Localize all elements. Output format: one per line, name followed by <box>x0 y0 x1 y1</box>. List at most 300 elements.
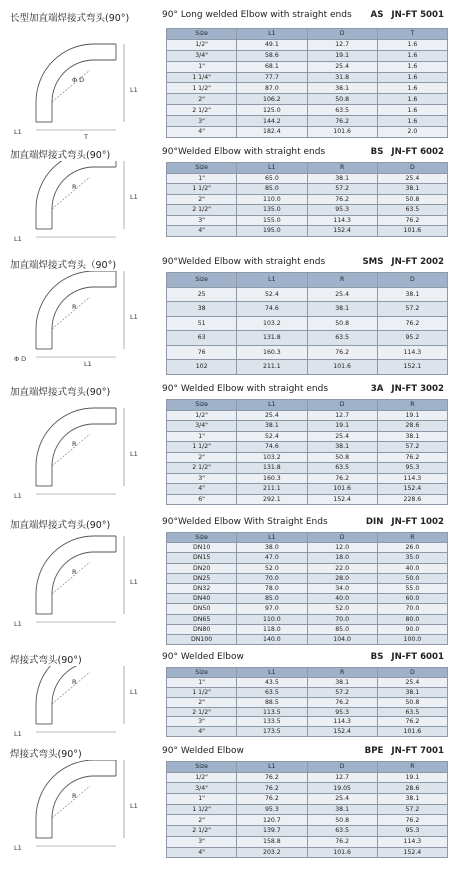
table-row <box>167 707 448 717</box>
standard-code <box>362 257 444 267</box>
standard-label: BS <box>370 147 384 157</box>
table-cell: DN65 <box>167 614 237 624</box>
column-header: Size <box>167 273 237 288</box>
section-title-cn: 加直端焊接式弯头（90°) <box>10 260 117 271</box>
table-cell: 101.6 <box>307 360 377 375</box>
table-row <box>167 614 448 624</box>
table-row <box>167 331 448 346</box>
table-cell: 50.8 <box>307 452 377 463</box>
table-row <box>167 105 448 116</box>
table-cell: 1" <box>167 173 237 184</box>
table-cell: 4" <box>167 727 237 737</box>
column-header: L1 <box>237 533 307 543</box>
table-row <box>167 553 448 563</box>
table-cell: 1.6 <box>377 116 447 127</box>
table-cell: 38.1 <box>377 184 447 195</box>
table-row <box>167 442 448 453</box>
table-row <box>167 127 448 138</box>
table-cell: 19.1 <box>377 410 447 421</box>
drawing-dimension-label: Φ D <box>14 355 27 363</box>
column-header: Size <box>167 762 237 773</box>
table-cell: 211.1 <box>237 360 307 375</box>
elbow-drawing <box>6 398 156 508</box>
table-cell: 160.3 <box>237 345 307 360</box>
table-cell: 228.6 <box>377 494 447 505</box>
table-cell: 292.1 <box>237 494 307 505</box>
table-cell: 152.4 <box>377 484 447 495</box>
table-cell: 38.1 <box>377 794 447 805</box>
table-cell: 95.3 <box>237 804 307 815</box>
table-cell: 101.6 <box>377 226 447 237</box>
table-cell: 2" <box>167 697 237 707</box>
table-cell: 63 <box>167 331 237 346</box>
table-cell: 120.7 <box>237 815 307 826</box>
drawing-dimension-label: L1 <box>14 492 22 500</box>
elbow-drawing <box>6 24 156 144</box>
column-header: R <box>377 762 447 773</box>
table-cell: 52.4 <box>237 287 307 302</box>
table-cell: 97.0 <box>237 604 307 614</box>
table-cell: 25.4 <box>377 677 447 687</box>
table-cell: 52.4 <box>237 431 307 442</box>
standard-label: SMS <box>362 257 384 267</box>
table-row <box>167 473 448 484</box>
table-cell: 114.3 <box>307 717 377 727</box>
table-cell: 43.5 <box>237 677 307 687</box>
section-title-en: 90° Welded Elbow with straight ends <box>162 384 329 394</box>
table-row <box>167 205 448 216</box>
table-cell: 38.1 <box>307 302 377 317</box>
elbow-drawing <box>6 760 156 860</box>
table-cell: 1 1/2" <box>167 442 237 453</box>
table-cell: 4" <box>167 226 237 237</box>
column-header: Size <box>167 533 237 543</box>
table-cell: 57.2 <box>377 442 447 453</box>
table-cell: 63.5 <box>307 105 377 116</box>
table-cell: 28.0 <box>307 573 377 583</box>
elbow-drawing <box>6 666 156 746</box>
table-cell: 38.1 <box>237 421 307 432</box>
table-row <box>167 226 448 237</box>
drawing-dimension-label: R <box>72 792 77 800</box>
table-cell: DN40 <box>167 594 237 604</box>
table-cell: 65.0 <box>237 173 307 184</box>
table-cell: 1" <box>167 61 237 72</box>
table-row <box>167 173 448 184</box>
drawing-dimension-label: L1 <box>130 802 138 810</box>
drawing-dimension-label: L1 <box>14 128 22 136</box>
table-cell: 1" <box>167 431 237 442</box>
table-cell: 38.1 <box>307 804 377 815</box>
product-code: JN-FT 3002 <box>391 384 444 394</box>
table-row <box>167 794 448 805</box>
table-row <box>167 783 448 794</box>
table-cell: 76.2 <box>377 452 447 463</box>
table-cell: 12.0 <box>307 543 377 553</box>
table-cell: 1/2" <box>167 39 237 50</box>
table-cell: 152.4 <box>307 226 377 237</box>
table-cell: 18.0 <box>307 553 377 563</box>
table-cell: 1/2" <box>167 772 237 783</box>
table-cell: 1" <box>167 794 237 805</box>
section-title-cn: 焊接式弯头(90°) <box>10 655 82 666</box>
table-cell: 6" <box>167 494 237 505</box>
table-cell: 195.0 <box>237 226 307 237</box>
column-header: L1 <box>237 668 307 678</box>
table-cell: 50.8 <box>377 697 447 707</box>
section-title-en: 90°Welded Elbow With Straight Ends <box>162 517 328 527</box>
product-code: JN-FT 6001 <box>391 652 444 662</box>
table-cell: 140.0 <box>237 634 307 644</box>
table-cell: 34.0 <box>307 583 377 593</box>
table-cell: 2.0 <box>377 127 447 138</box>
table-row <box>167 494 448 505</box>
table-cell: 114.3 <box>377 345 447 360</box>
table-cell: 3" <box>167 717 237 727</box>
drawing-dimension-label: R <box>72 678 77 686</box>
table-cell: 104.0 <box>307 634 377 644</box>
table-cell: 1.6 <box>377 39 447 50</box>
table-cell: 25.4 <box>237 410 307 421</box>
table-cell: 49.1 <box>237 39 307 50</box>
table-cell: 85.0 <box>307 624 377 634</box>
section-title-en: 90° Long welded Elbow with straight ends <box>162 10 352 20</box>
table-row <box>167 194 448 205</box>
table-cell: DN15 <box>167 553 237 563</box>
spec-table <box>166 399 448 505</box>
table-cell: 3" <box>167 116 237 127</box>
table-cell: 2" <box>167 194 237 205</box>
table-cell: 2" <box>167 94 237 105</box>
standard-label: AS <box>370 10 384 20</box>
standard-code <box>371 384 444 394</box>
column-header: D <box>307 533 377 543</box>
table-cell: 102 <box>167 360 237 375</box>
table-cell: 12.7 <box>307 410 377 421</box>
table-row <box>167 563 448 573</box>
table-row <box>167 302 448 317</box>
table-cell: 1.6 <box>377 105 447 116</box>
table-cell: 12.7 <box>307 772 377 783</box>
table-cell: 85.0 <box>237 184 307 195</box>
table-row <box>167 697 448 707</box>
column-header: D <box>307 29 377 40</box>
column-header: L1 <box>237 163 307 174</box>
table-cell: 50.8 <box>377 194 447 205</box>
table-cell: 57.2 <box>307 687 377 697</box>
drawing-dimension-label: T <box>84 133 88 141</box>
table-cell: 51 <box>167 316 237 331</box>
table-row <box>167 360 448 375</box>
table-cell: 2 1/2" <box>167 205 237 216</box>
table-cell: 3/4" <box>167 421 237 432</box>
standard-label: BS <box>370 652 384 662</box>
table-row <box>167 421 448 432</box>
table-row <box>167 50 448 61</box>
standard-code <box>365 746 444 756</box>
table-row <box>167 83 448 94</box>
table-cell: 135.0 <box>237 205 307 216</box>
table-cell: DN32 <box>167 583 237 593</box>
table-header-row <box>167 762 448 773</box>
table-cell: 1/2" <box>167 410 237 421</box>
table-cell: 76.2 <box>377 215 447 226</box>
table-cell: 1 1/2" <box>167 804 237 815</box>
table-cell: 19.05 <box>307 783 377 794</box>
table-cell: 57.2 <box>377 804 447 815</box>
table-cell: 80.0 <box>377 614 447 624</box>
section-title-en: 90° Welded Elbow <box>162 652 244 662</box>
table-cell: 160.3 <box>237 473 307 484</box>
column-header: R <box>377 533 447 543</box>
product-code: JN-FT 2002 <box>391 257 444 267</box>
column-header: Size <box>167 400 237 411</box>
table-cell: 95.3 <box>377 463 447 474</box>
table-row <box>167 604 448 614</box>
table-cell: 57.2 <box>377 302 447 317</box>
table-cell: 1 1/2" <box>167 83 237 94</box>
drawing-dimension-label: L1 <box>14 730 22 738</box>
drawing-dimension-label: L1 <box>130 450 138 458</box>
table-cell: 28.6 <box>377 783 447 794</box>
table-cell: 90.0 <box>377 624 447 634</box>
table-cell: 101.6 <box>307 484 377 495</box>
column-header: L1 <box>237 273 307 288</box>
table-row <box>167 677 448 687</box>
product-code: JN-FT 5001 <box>391 10 444 20</box>
table-cell: 22.0 <box>307 563 377 573</box>
drawing-dimension-label: L1 <box>130 193 138 201</box>
table-cell: 131.8 <box>237 463 307 474</box>
table-cell: 68.1 <box>237 61 307 72</box>
table-row <box>167 624 448 634</box>
table-cell: 1.6 <box>377 94 447 105</box>
table-row <box>167 452 448 463</box>
column-header: R <box>307 273 377 288</box>
table-cell: 139.7 <box>237 826 307 837</box>
table-cell: 76.2 <box>237 772 307 783</box>
table-row <box>167 573 448 583</box>
drawing-dimension-label: R <box>72 183 77 191</box>
table-row <box>167 634 448 644</box>
table-cell: 114.3 <box>307 215 377 226</box>
table-row <box>167 215 448 226</box>
table-cell: 77.7 <box>237 72 307 83</box>
drawing-dimension-label: L1 <box>84 360 92 368</box>
table-cell: 110.0 <box>237 614 307 624</box>
product-code: JN-FT 1002 <box>391 517 444 527</box>
drawing-dimension-label: L1 <box>14 235 22 243</box>
section-title-en: 90° Welded Elbow <box>162 746 244 756</box>
product-code: JN-FT 7001 <box>391 746 444 756</box>
table-cell: 95.2 <box>377 331 447 346</box>
table-header-row <box>167 163 448 174</box>
table-cell: DN100 <box>167 634 237 644</box>
table-cell: 31.8 <box>307 72 377 83</box>
column-header: T <box>377 29 447 40</box>
table-row <box>167 463 448 474</box>
table-cell: 38.1 <box>307 173 377 184</box>
table-cell: 3" <box>167 473 237 484</box>
table-cell: 50.8 <box>307 815 377 826</box>
table-cell: 76.2 <box>237 794 307 805</box>
table-cell: DN80 <box>167 624 237 634</box>
table-cell: 152.4 <box>307 727 377 737</box>
table-cell: 113.5 <box>237 707 307 717</box>
standard-code <box>371 10 444 20</box>
table-cell: 173.5 <box>237 727 307 737</box>
table-cell: 4" <box>167 127 237 138</box>
column-header: L1 <box>237 762 307 773</box>
table-cell: 19.1 <box>307 50 377 61</box>
table-cell: 70.0 <box>307 614 377 624</box>
table-cell: 131.8 <box>237 331 307 346</box>
standard-label: 3A <box>370 384 384 394</box>
section-title-cn: 加直端焊接式弯头(90°) <box>10 150 111 161</box>
table-cell: 4" <box>167 847 237 858</box>
column-header: D <box>307 762 377 773</box>
column-header: D <box>377 273 447 288</box>
table-row <box>167 687 448 697</box>
table-cell: 203.2 <box>237 847 307 858</box>
table-cell: 74.6 <box>237 302 307 317</box>
table-cell: 70.0 <box>377 604 447 614</box>
table-cell: 38.1 <box>307 442 377 453</box>
column-header: D <box>307 400 377 411</box>
table-row <box>167 717 448 727</box>
table-cell: 76.2 <box>307 116 377 127</box>
drawing-dimension-label: R <box>72 440 77 448</box>
table-row <box>167 815 448 826</box>
table-cell: 114.3 <box>377 473 447 484</box>
table-cell: 38.1 <box>377 431 447 442</box>
spec-table <box>166 532 448 645</box>
table-cell: 38.1 <box>377 287 447 302</box>
standard-label: DIN <box>365 517 384 527</box>
table-cell: 2 1/2" <box>167 826 237 837</box>
table-cell: 144.2 <box>237 116 307 127</box>
table-row <box>167 431 448 442</box>
standard-code <box>371 652 444 662</box>
drawing-dimension-label: R <box>72 568 77 576</box>
table-row <box>167 543 448 553</box>
table-cell: 152.1 <box>377 360 447 375</box>
drawing-dimension-label: L1 <box>14 620 22 628</box>
table-header-row <box>167 273 448 288</box>
table-cell: 106.2 <box>237 94 307 105</box>
table-row <box>167 804 448 815</box>
table-cell: 76.2 <box>307 473 377 484</box>
drawing-dimension-label: L1 <box>130 578 138 586</box>
table-cell: 35.0 <box>377 553 447 563</box>
table-row <box>167 345 448 360</box>
table-cell: 19.1 <box>307 421 377 432</box>
table-cell: 95.3 <box>307 205 377 216</box>
table-row <box>167 772 448 783</box>
table-cell: 74.6 <box>237 442 307 453</box>
table-row <box>167 316 448 331</box>
table-cell: 87.0 <box>237 83 307 94</box>
table-cell: 1 1/4" <box>167 72 237 83</box>
spec-table <box>166 761 448 858</box>
drawing-dimension-label: L1 <box>130 86 138 94</box>
table-cell: 211.1 <box>237 484 307 495</box>
table-cell: 76.2 <box>377 717 447 727</box>
table-cell: 25.4 <box>307 431 377 442</box>
standard-code <box>366 517 444 527</box>
section-title-cn: 加直端焊接式弯头(90°) <box>10 387 111 398</box>
table-cell: 19.1 <box>377 772 447 783</box>
table-cell: 133.5 <box>237 717 307 727</box>
table-cell: 2" <box>167 452 237 463</box>
column-header: Size <box>167 163 237 174</box>
table-cell: 38 <box>167 302 237 317</box>
table-cell: 12.7 <box>307 39 377 50</box>
table-cell: 76.2 <box>307 697 377 707</box>
table-cell: 25.4 <box>307 794 377 805</box>
table-row <box>167 116 448 127</box>
table-cell: 25.4 <box>307 287 377 302</box>
drawing-dimension-label: L1 <box>130 313 138 321</box>
table-row <box>167 826 448 837</box>
table-cell: 114.3 <box>377 836 447 847</box>
table-row <box>167 72 448 83</box>
table-cell: 76.2 <box>307 836 377 847</box>
table-cell: 2 1/2" <box>167 463 237 474</box>
table-cell: 25 <box>167 287 237 302</box>
spec-table <box>166 272 448 375</box>
table-cell: 103.2 <box>237 452 307 463</box>
table-cell: 76.2 <box>377 815 447 826</box>
spec-table <box>166 28 448 138</box>
table-header-row <box>167 29 448 40</box>
table-cell: 2" <box>167 815 237 826</box>
table-cell: 152.4 <box>377 847 447 858</box>
table-cell: 4" <box>167 484 237 495</box>
section-title-cn: 加直端焊接式弯头(90°) <box>10 520 111 531</box>
table-cell: 38.0 <box>237 543 307 553</box>
table-cell: 50.0 <box>377 573 447 583</box>
drawing-dimension-label: R <box>72 303 77 311</box>
table-cell: 76.2 <box>377 316 447 331</box>
table-cell: 47.0 <box>237 553 307 563</box>
column-header: R <box>307 668 377 678</box>
table-cell: 3" <box>167 215 237 226</box>
table-row <box>167 594 448 604</box>
table-cell: 118.0 <box>237 624 307 634</box>
product-code: JN-FT 6002 <box>391 147 444 157</box>
table-row <box>167 184 448 195</box>
column-header: D <box>377 668 447 678</box>
table-cell: 38.1 <box>307 677 377 687</box>
table-cell: 158.8 <box>237 836 307 847</box>
table-cell: DN10 <box>167 543 237 553</box>
table-cell: 3/4" <box>167 50 237 61</box>
table-cell: 76 <box>167 345 237 360</box>
table-cell: 85.0 <box>237 594 307 604</box>
table-row <box>167 847 448 858</box>
table-cell: 100.0 <box>377 634 447 644</box>
elbow-drawing <box>6 161 156 251</box>
table-cell: 70.0 <box>237 573 307 583</box>
table-cell: 3" <box>167 836 237 847</box>
table-cell: 76.2 <box>307 194 377 205</box>
drawing-dimension-label: Φ D <box>72 76 85 84</box>
table-cell: 125.0 <box>237 105 307 116</box>
section-title-cn: 长型加直端焊接式弯头(90°) <box>10 13 130 24</box>
table-cell: 76.2 <box>237 783 307 794</box>
table-cell: 63.5 <box>377 205 447 216</box>
